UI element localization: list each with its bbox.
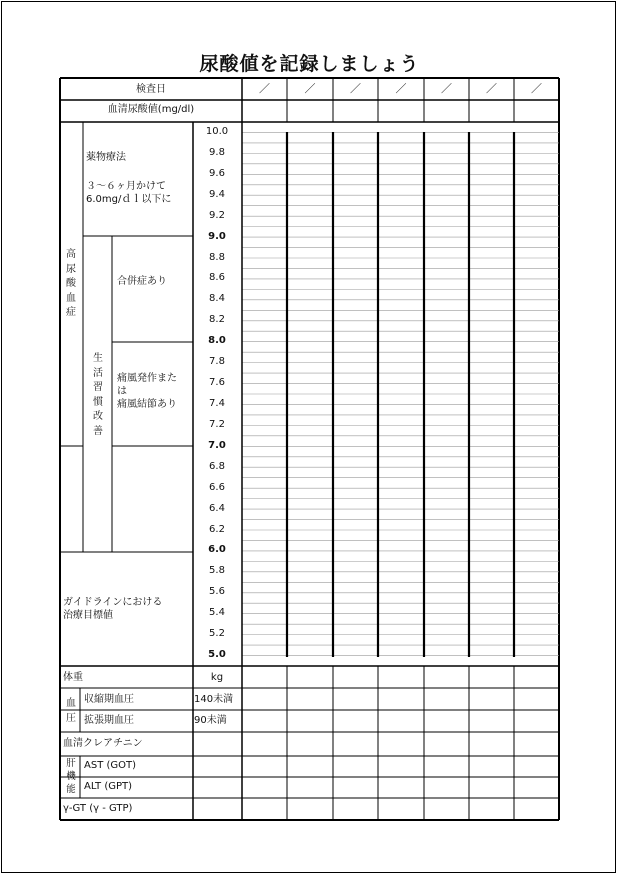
ast-label: AST (GOT) xyxy=(84,760,137,771)
scale-tick-label: 5.4 xyxy=(209,607,225,619)
scale-tick-label: 8.6 xyxy=(209,272,225,284)
lifestyle-improvement-label: 生活習慣改善 xyxy=(93,353,103,437)
scale-tick-label: 5.8 xyxy=(209,565,225,577)
drug-therapy-label: 薬物療法 xyxy=(86,152,126,163)
scale-tick-label: 6.0 xyxy=(208,544,226,556)
systolic-bp-reference: 140未満 xyxy=(194,694,234,705)
scale-tick-label: 6.6 xyxy=(209,481,225,493)
page-title: 尿酸値を記録しましょう xyxy=(199,53,420,75)
serum-uric-acid-label: 血清尿酸値(mg/dl) xyxy=(107,104,195,115)
exam-date-label: 検査日 xyxy=(136,84,166,95)
scale-tick-label: 5.0 xyxy=(208,649,226,661)
scale-tick-label: 8.4 xyxy=(209,293,225,305)
scale-tick-label: 7.6 xyxy=(209,377,225,389)
exam-date-cell[interactable]: ／ xyxy=(531,82,542,95)
ggt-label: γ-GT (γ - GTP) xyxy=(63,803,133,814)
drug-target-line1: ３～６ヶ月かけて xyxy=(86,181,166,192)
scale-tick-label: 7.0 xyxy=(208,439,226,451)
scale-tick-label: 9.8 xyxy=(209,146,225,158)
scale-tick-label: 9.0 xyxy=(208,230,226,242)
gout-label-line1: 痛風発作また xyxy=(117,373,177,384)
scale-tick-label: 7.2 xyxy=(209,418,225,430)
gout-label-line3: 痛風結節あり xyxy=(117,399,177,410)
scale-tick-label: 6.2 xyxy=(209,523,225,535)
scale-tick-label: 5.6 xyxy=(209,586,225,598)
scale-tick-label: 8.8 xyxy=(209,251,225,263)
scale-tick-label: 10.0 xyxy=(205,126,229,137)
exam-date-cell[interactable]: ／ xyxy=(441,82,452,95)
weight-label: 体重 xyxy=(63,672,83,683)
guideline-label-line2: 治療目標値 xyxy=(63,610,113,621)
exam-date-cell[interactable]: ／ xyxy=(486,82,497,95)
scale-tick-label: 5.2 xyxy=(209,628,225,640)
scale-tick-label: 9.4 xyxy=(209,188,225,200)
exam-date-cell[interactable]: ／ xyxy=(395,82,407,95)
scale-tick-label: 6.8 xyxy=(209,460,225,472)
scale-tick-label: 9.6 xyxy=(209,167,225,179)
high-uricemia-label: 高尿酸血症 xyxy=(66,249,76,318)
weight-unit: kg xyxy=(210,672,224,683)
exam-date-cell[interactable]: ／ xyxy=(350,82,361,95)
serum-creatinine-label: 血清クレアチニン xyxy=(63,738,143,749)
alt-label: ALT (GPT) xyxy=(84,781,133,792)
scale-tick-label: 7.8 xyxy=(209,356,225,368)
scale-tick-label: 8.2 xyxy=(209,314,225,326)
scale-tick-label: 8.0 xyxy=(208,335,226,347)
systolic-bp-label: 収縮期血圧 xyxy=(84,694,134,705)
complication-label: 合併症あり xyxy=(117,276,167,287)
gout-label-line2: は xyxy=(117,386,127,397)
diastolic-bp-label: 拡張期血圧 xyxy=(84,715,134,726)
diastolic-bp-reference: 90未満 xyxy=(194,715,227,726)
scale-tick-label: 6.4 xyxy=(209,502,225,514)
exam-date-cell[interactable]: ／ xyxy=(304,82,316,95)
drug-target-line2: 6.0mg/ｄｌ以下に xyxy=(86,194,172,205)
scale-tick-label: 9.2 xyxy=(209,209,225,221)
exam-date-cell[interactable]: ／ xyxy=(259,82,270,95)
blood-pressure-label: 血圧 xyxy=(66,698,76,724)
scale-tick-label: 7.4 xyxy=(209,398,225,409)
liver-function-label: 肝機能 xyxy=(66,758,76,795)
guideline-label-line1: ガイドラインにおける xyxy=(63,597,163,608)
